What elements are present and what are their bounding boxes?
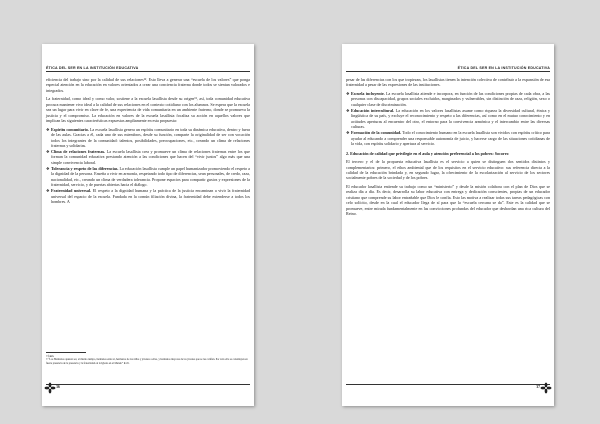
bullet-text: La escuela lasallista genera un espíritu comunitario en toda su dinámica educativa, dentro y fuera de las aulas. Gracias a él, cada uno de sus miembros, desde su función, comparte la originalidad de ser con vocación todos los integrantes de la comunidad: talentos, posibilidades, preocupaciones, etc., creando un clima de relaciones fraternas y solidarias. [51, 126, 250, 148]
footer-rule [346, 384, 550, 385]
footnote-rule [46, 352, 86, 353]
header-rule [346, 71, 550, 72]
page-number: 36 [56, 385, 60, 389]
bullet-text: La escuela lasallista crea y promueve un clima de relaciones fraternas entre los que forman la comunidad educativa prestando atención a las condiciones que hacen del “vivir juntos” algo más que una simple convivencia laboral. [51, 149, 250, 165]
floral-ornament-icon [44, 382, 56, 394]
running-head: ÉTICA DEL SER EN LA INSTITUCIÓN EDUCATIVA [457, 66, 550, 70]
bullet-text: La educación en los valores lasallistas asume como riqueza la diversidad cultural, étnica y lingüística de su país, y excluye el reconocimiento y respeto a las diferencias, así como en el mutuo conocimiento y en actitudes aperturas al encuentro del otro, el entorno para la convivencia armónica y el intercambio entre las diversas culturas. [351, 107, 550, 130]
bullet-term: Escuela incluyente. [351, 90, 385, 96]
section-heading: 2. Educación de calidad que privilegie en el aula y atención preferencial a los pobres: Socorro [346, 150, 509, 156]
bullet-item [46, 149, 250, 165]
page-body [46, 77, 250, 205]
bullet-ornament-icon: ❖ [346, 90, 350, 96]
bullet-term: Fraternidad universal. [51, 188, 92, 194]
bullet-ornament-icon: ❖ [46, 188, 50, 194]
footnote: ¹² Ídem. [46, 355, 55, 358]
bullet-item [46, 166, 250, 188]
paragraph: pesar de las diferencias con los que tropiezan, los lasallistas tienen la intención colectiva de contribuir a la expansión de esa fraternidad a pesar de las expresiones de las instituciones. [346, 77, 550, 88]
bullet-text: El respeto a la dignidad humana y la práctica de la justicia encaminan a vivir la fraternidad universal del espacio de la escuela. Fundada en la común filiación divina, la fraternidad debe extenderse a todos los hombres. A [51, 188, 251, 205]
right-page [342, 44, 554, 406]
bullet-item [346, 130, 550, 146]
bullet-ornament-icon: ❖ [46, 149, 50, 155]
bullet-item [46, 127, 250, 149]
bullet-item [346, 91, 550, 107]
paragraph: La fraternidad, como ideal y como valor, sostiene a la escuela lasallista desde su origen¹³, así, toda comunidad educativa procura mantener vivo ideal a la calidad de sus relaciones en el contexto cotidiano con los alumnos. Se espera que la escuela sea un lugar para vivir en clave de fe, una experiencia de vida comunitaria en un ambiente fraterno, donde se promueva la justicia y el compromiso. La educación en valores de la escuela lasallista focaliza su acción en aquellos valores que implican las siguientes características expuestas ampliamente en esta propuesta: [46, 96, 250, 124]
bullet-ornament-icon: ❖ [346, 107, 350, 113]
bullet-item [346, 108, 550, 130]
running-head: ÉTICA DEL SER EN LA INSTITUCIÓN EDUCATIVA [46, 66, 139, 70]
bullet-term: Clima de relaciones fraternas. [51, 149, 106, 155]
bullet-ornament-icon: ❖ [46, 165, 50, 171]
bullet-term: Educación intercultural. [351, 107, 395, 113]
bullet-term: Formación de la comunidad. [351, 130, 402, 136]
page-number: 37 [536, 385, 540, 389]
bullet-text: La escuela lasallista atiende e incorpora, en función de las condiciones propias de cada obra, a las personas con discapacidad, grupos sociales excluidos, marginados y vulnerables, sin distinción de raza, religión, sexo o cualquier clase de discriminación. [351, 90, 550, 107]
bullet-ornament-icon: ❖ [46, 126, 50, 132]
paragraph: eficiencia del trabajo sino por la calidad de sus relaciones¹². Esto lleva a generar una “escuela de los valores” que ponga especial atención en la educación en valores orientados a crear una conciencia fraterna donde todos se sientan valorados e integrados. [46, 77, 250, 93]
paragraph: El tercero y el de la propuesta educativa lasallista es el servicio a quien se distinguen dos sentidos distintos y complementarios: primero, el ethos ambiental que de los requisitos en el servicio educativo: sus referencia directa a la calidad de la educación brindada y, en segundo lugar, la ofrecimiento de la escolarización al servicio de los sectores socialmente pobres de la sociedad y de los pobres. [346, 159, 550, 181]
header-rule [46, 71, 250, 72]
bullet-term: Tolerancia y respeto de las diferencias. [51, 165, 119, 171]
left-page [42, 44, 254, 406]
page-body [346, 77, 550, 220]
bullet-text: Todo el conocimiento humano en la escuela lasallista son vividos con espíritu crítico para ayudar al educando a comprender una responsable autonomía de juicio, y hacerse cargo de las situaciones cotidianas de la vida, con espíritu solidario y apertura al servicio. [351, 130, 550, 147]
bullet-ornament-icon: ❖ [346, 130, 350, 136]
bullet-term: Espíritu comunitario. [51, 126, 89, 132]
paragraph: El educador lasallista entiende su trabajo como un “ministerio” y desde la misión colabora con el plan de Dios que se realiza día a día. Es decir, desarrolla su labor educativa con entrega y dedicación conscientes, propias de un educador cristiano que comprende su labor entrañable que Dios le confía. Esto las motiva a realizar todas sus tareas pedagógicas con celo solícito, desde en la cual el educador llega de sí para que la “escuela cercana se da”. Este es la calidad que se promueve, entre mirada fundamentalmente en las convicciones profundas del educador que desbordan una rica cultura del Reino. [346, 183, 550, 217]
floral-ornament-icon [540, 382, 552, 394]
footer-rule [46, 384, 250, 385]
bullet-text: La educación lasallista cumple un papel humanizador promoviendo el respeto a la dignidad de la persona. Enseña a vivir en armonía, respetando todo tipo de diferencias, sean personales, de credo, raza, nacionalidad, etc., creando un clima de verdadera tolerancia. Propone espacios para compartir gustos y expresiones de la fraternidad, servicio, y de puertas abiertas hacia el diálogo. [51, 165, 250, 188]
bullet-item [46, 188, 250, 204]
footnote: ¹³ “Los Hermanos quieren ser, al mismo tiempo, hermanos entre sí, hermanos de los niños y jóvenes a ellos, y hermanos mayores de los jóvenes que se les confían. Por todo ello se constituyen en fuerte presencia de la presencia y la fraternidad en la Iglesia en el Mundo” R.45. [46, 358, 248, 365]
footnotes [46, 352, 250, 365]
